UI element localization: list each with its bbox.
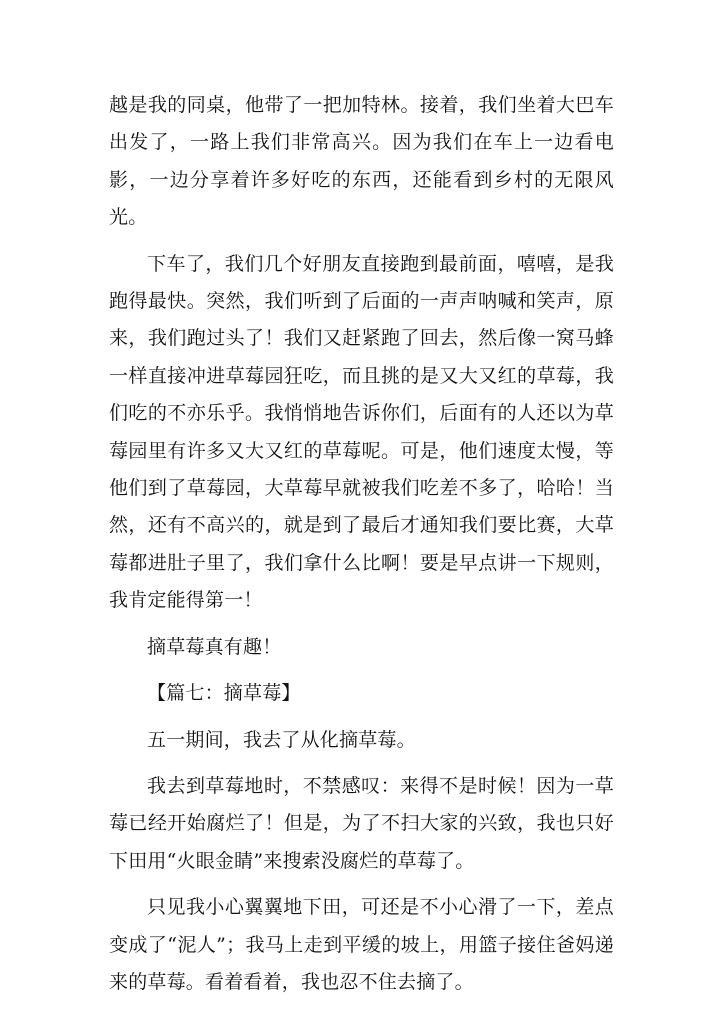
paragraph-continuation: 越是我的同桌，他带了一把加特林。接着，我们坐着大巴车出发了，一路上我们非常高兴。因为我们在车上一边看电影，一边分享着许多好吃的东西，还能看到乡村的无限风光。 bbox=[109, 94, 614, 229]
paragraph-conclusion: 摘草莓真有趣！ bbox=[147, 635, 282, 658]
paragraph-getting-off-bus: 下车了，我们几个好朋友直接跑到最前面，嘻嘻，是我跑得最快。突然，我们听到了后面的一声声呐喊和笑声，原来，我们跑过头了！我们又赶紧跑了回去，然后像一窝马蜂一样直接冲进草莓园狂吃，而且挑的是又大又红的草莓，我们吃的不亦乐乎。我悄悄地告诉你们，后面有的人还以为草莓园里有许多又大又红的草莓呢。可是，他们速度太慢，等他们到了草莓园，大草莓早就被我们吃差不多了，哈哈！当然，还有不高兴的，就是到了最后才通知我们要比赛，大草莓都进肚子里了，我们拿什么比啊！要是早点讲一下规则，我肯定能得第一！ bbox=[109, 252, 614, 612]
document-body bbox=[109, 87, 614, 1001]
paragraph-arrival: 我去到草莓地时，不禁感叹：来得不是时候！因为一草莓已经开始腐烂了！但是，为了不扫大家的兴致，我也只好下田用“火眼金睛”来搜索没腐烂的草莓了。 bbox=[109, 774, 614, 872]
paragraph-picking: 只见我小心翼翼地下田，可还是不小心滑了一下，差点变成了“泥人”；我马上走到平缓的坡上，用篮子接住爸妈递来的草莓。看着看着，我也忍不住去摘了。 bbox=[109, 896, 614, 993]
section-heading: 【篇七：摘草莓】 bbox=[147, 682, 301, 705]
paragraph-intro: 五一期间，我去了从化摘草莓。 bbox=[147, 728, 416, 751]
